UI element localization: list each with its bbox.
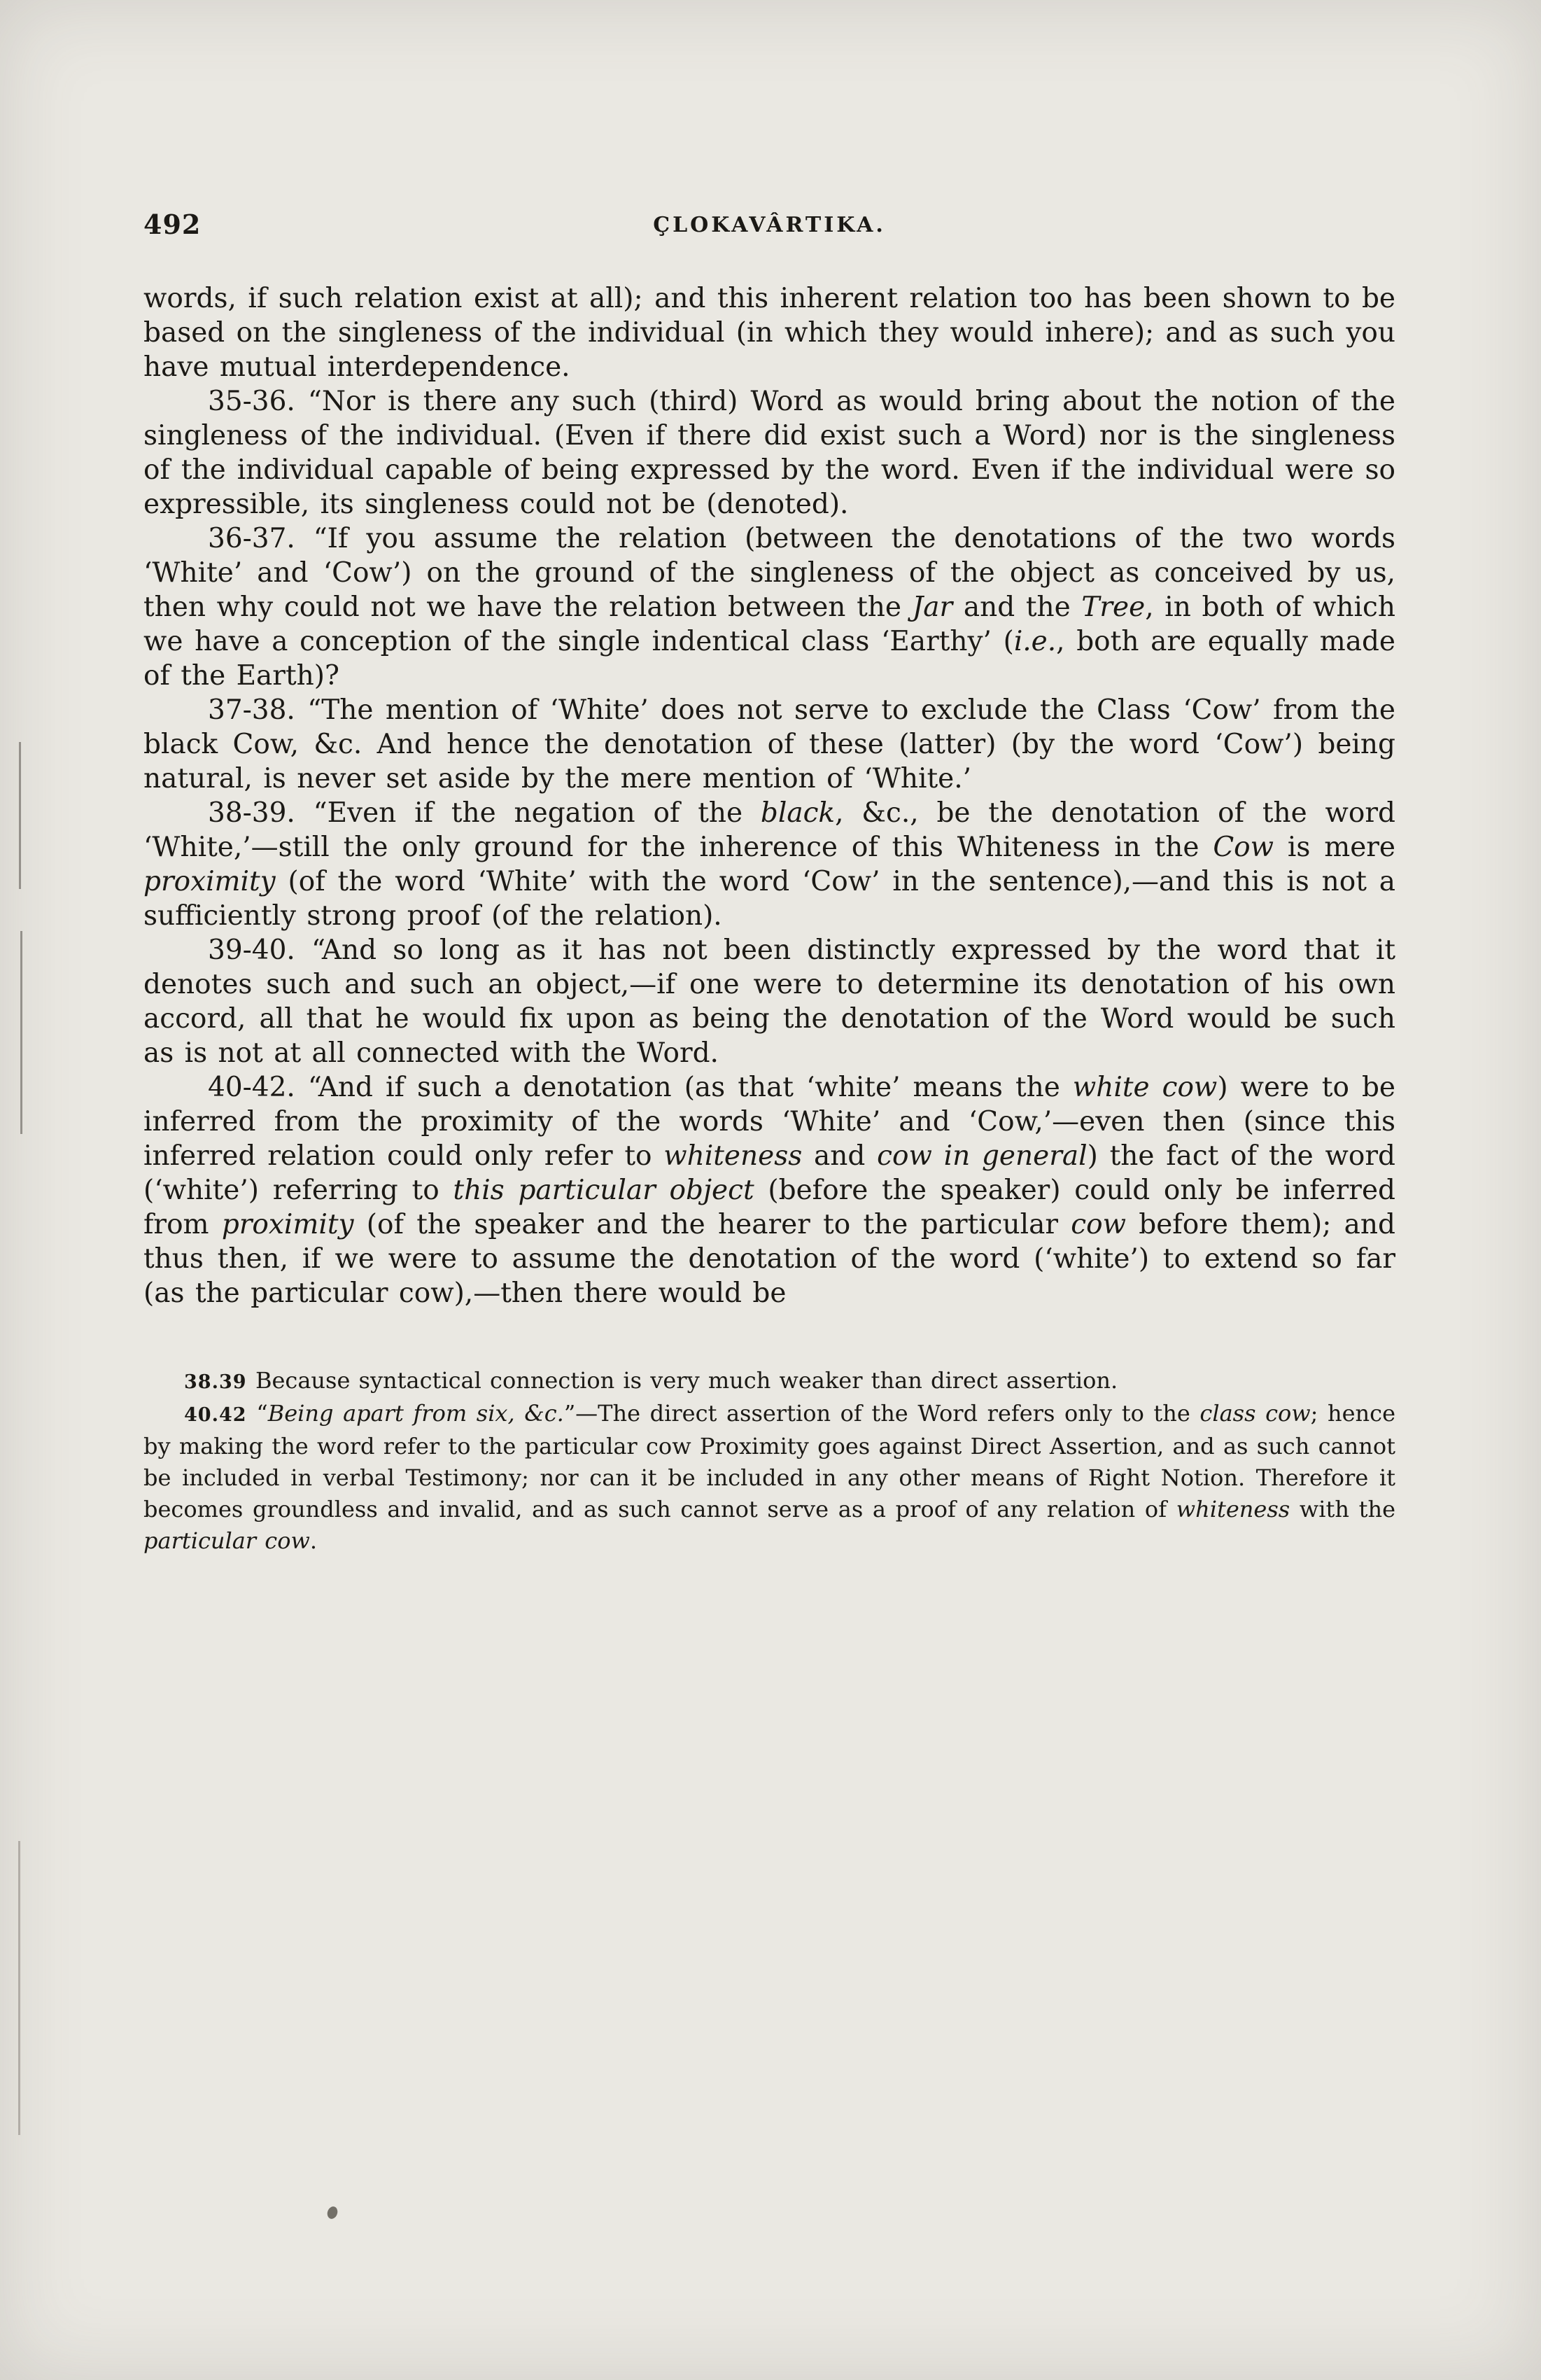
text-segment: and xyxy=(802,1140,878,1172)
scan-artifact xyxy=(19,742,21,889)
text-segment: (of the word ‘White’ with the word ‘Cow’ in the sentence),—and this is not a sufficiently strong proof (of the relation). xyxy=(143,866,1395,932)
text-segment-i: whiteness xyxy=(1176,1496,1290,1522)
text-segment: ) were to be inferred from the proximity of the words ‘White’ and ‘Cow,’—even then (since this inferred relation could only refer to xyxy=(143,1072,1396,1172)
text-segment-i: this particular object xyxy=(453,1175,754,1206)
scan-artifact xyxy=(18,1841,20,2135)
footnote xyxy=(143,1398,1395,1557)
page-number: 492 xyxy=(143,209,202,240)
text-segment: ) the fact of the word (‘white’) referring to xyxy=(143,1140,1395,1206)
footnote-marker: 38.39 xyxy=(184,1371,255,1393)
text-segment: Because syntactical connection is very much weaker than direct assertion. xyxy=(255,1367,1118,1394)
text-segment: , in both of which we have a conception of the single indentical class ‘Earthy’ ( xyxy=(143,592,1395,657)
text-segment: and the xyxy=(952,592,1082,623)
text-segment: 37-38. “The mention of ‘White’ does not serve to exclude the Class ‘Cow’ from the black Cow, &c. And hence the denotation of these (latter) (by the word ‘Cow’) being natural, is never set aside by the mere mention of ‘White.’ xyxy=(143,694,1395,794)
text-segment-i: Cow xyxy=(1213,832,1274,863)
text-segment: is mere xyxy=(1274,832,1395,863)
text-segment: ”—The direct assertion of the Word refers only to the xyxy=(563,1400,1200,1427)
text-segment-i: proximity xyxy=(221,1209,354,1240)
footnote xyxy=(143,1365,1395,1398)
footnote-marker: 40.42 xyxy=(184,1404,257,1426)
text-segment: 40-42. “And if such a denotation (as that ‘white’ means the xyxy=(208,1072,1073,1103)
paragraph xyxy=(143,933,1395,1070)
text-segment-i: particular cow xyxy=(143,1527,310,1554)
text-segment-i: whiteness xyxy=(663,1140,803,1172)
text-segment-i: cow xyxy=(1071,1209,1126,1240)
text-segment: 36-37. “If you assume the relation (between the denotations of the two words ‘White’ and ‘Cow’) on the ground of the singleness of the object as conceived by us, then why could not we have the relation between the xyxy=(143,523,1395,623)
scan-artifact xyxy=(20,931,22,1134)
text-segment: . xyxy=(309,1527,318,1554)
text-segment-i: Tree xyxy=(1081,592,1146,623)
text-segment: ; hence by making the word refer to the particular cow Proximity goes against Direct Assertion, and as such cannot be included in verbal Testimony; nor can it be included in any other means of Right Notion. Therefore it becomes groundless and invalid, and as such cannot serve as a proof of any relation of xyxy=(143,1400,1396,1522)
text-segment: words, if such relation exist at all); and this inherent relation too has been shown to be based on the singleness of the individual (in which they would inhere); and as such you have mutual interdependence. xyxy=(143,283,1395,383)
text-segment: (before the speaker) could only be inferred from xyxy=(143,1175,1395,1240)
page-header xyxy=(143,209,1395,245)
text-segment-i: Being apart from six, &c. xyxy=(267,1400,564,1427)
text-segment: with the xyxy=(1290,1496,1396,1522)
paragraph xyxy=(143,693,1395,796)
text-segment-i: black xyxy=(760,797,836,829)
text-segment: , &c., be the denotation of the word ‘White,’—still the only ground for the inherence of this Whiteness in the xyxy=(143,797,1395,863)
body-text xyxy=(143,281,1395,1310)
text-segment: 39-40. “And so long as it has not been distinctly expressed by the word that it denotes such and such an object,—if one were to determine its denotation of his own accord, all that he would fix upon as being the denotation of the Word would be such as is not at all connected with the Word. xyxy=(143,934,1395,1069)
text-segment-i: white cow xyxy=(1072,1072,1218,1103)
text-segment-i: cow in general xyxy=(877,1140,1088,1172)
paragraph xyxy=(143,281,1395,384)
paragraph xyxy=(143,384,1395,522)
footnotes xyxy=(143,1365,1395,1557)
text-segment-i: i.e. xyxy=(1013,626,1057,657)
text-segment: (of the speaker and the hearer to the particular xyxy=(353,1209,1071,1240)
text-segment-i: class cow xyxy=(1199,1400,1311,1427)
text-segment-i: Jar xyxy=(912,592,953,623)
scan-artifact xyxy=(325,2205,339,2220)
paragraph xyxy=(143,1070,1395,1310)
paragraph xyxy=(143,522,1395,693)
text-segment: “ xyxy=(256,1400,268,1427)
text-segment: 35-36. “Nor is there any such (third) Word as would bring about the notion of the singleness of the individual. (Even if there did exist such a Word) nor is the singleness of the individual capable of being expressed by the word. Even if the individual were so expressible, its singleness could not be (denoted). xyxy=(143,386,1395,520)
running-title: ÇLOKAVÂRTIKA. xyxy=(653,213,886,237)
text-segment-i: proximity xyxy=(143,866,276,897)
paragraph xyxy=(143,796,1395,933)
text-segment: before them); and thus then, if we were to assume the denotation of the word (‘white’) to extend so far (as the particular cow),—then there would be xyxy=(143,1209,1395,1309)
text-segment: , both are equally made of the Earth)? xyxy=(143,626,1395,692)
text-segment: 38-39. “Even if the negation of the xyxy=(208,797,761,829)
